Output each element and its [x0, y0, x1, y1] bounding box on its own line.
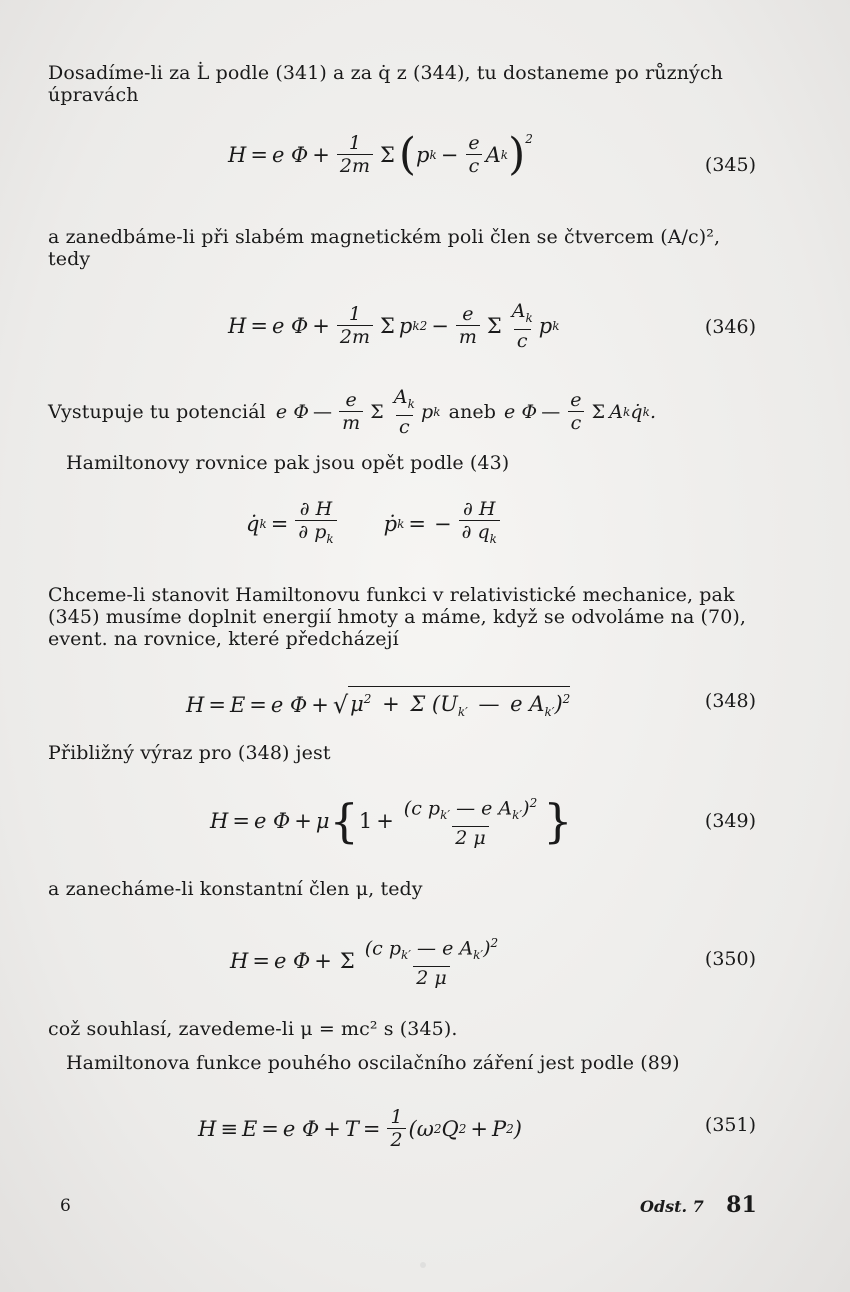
equation-350: [0, 926, 850, 996]
equation-346-formula: H = e Φ + $\frac{1}{2m}$ Σ p k 2 − $\frac{e}{m}$ Σ $\frac{A_k}{c}$ p k: [228, 300, 560, 352]
paragraph-approx: Přibližný výraz pro (348) jest: [48, 742, 331, 764]
equation-348-formula: H = E = e Φ + √ $\mu^2 + \Sigma$ ($U_{k'}$ — e $A_{k'})^2$: [186, 686, 570, 724]
paragraph-constant: a zanecháme-li konstantní člen μ, tedy: [48, 878, 423, 900]
paragraph-relativistic: Chceme-li stanovit Hamiltonovu funkci v relativistické mechanice, pak (345) musíme doplnit energií hmoty a máme, když se odvoláme na (70), event. na rovnice, které předcházejí: [48, 584, 747, 650]
paragraph-potential: [48, 386, 768, 438]
equation-346-number: (346): [704, 316, 756, 338]
equation-351-number: (351): [704, 1114, 756, 1136]
paragraph-agrees: což souhlasí, zavedeme-li μ = mc² s (345).: [48, 1018, 458, 1040]
equation-345: [0, 126, 850, 196]
paragraph-potential-or: aneb: [448, 400, 497, 423]
equation-345-formula: H = e Φ + $\frac{1}{2m}$ Σ ( p k − $\frac{e}{c}$ A k ) $^2$: [228, 128, 533, 180]
paragraph-neglect: a zanedbáme-li při slabém magnetickém poli člen se čtvercem (A/c)², tedy: [48, 226, 721, 270]
paragraph-hamilton-eqs: Hamiltonovy rovnice pak jsou opět podle (43): [66, 452, 510, 474]
section-label: Odst. 7: [640, 1197, 704, 1216]
paragraph-oscillation: Hamiltonova funkce pouhého oscilačního záření jest podle (89): [66, 1052, 680, 1074]
signature-mark: 6: [60, 1196, 71, 1216]
equation-349-formula: H = e Φ + μ { 1 + $\frac{(c p_{k'} — e A_{k'})^2}{2 \mu}$ }: [210, 793, 573, 850]
equation-351: [0, 1100, 850, 1170]
paragraph-potential-prefix: Vystupuje tu potenciál: [48, 400, 266, 423]
potential-formula-1: e Φ — $\frac{e}{m}$ Σ $\frac{A_k}{c}$ p k: [275, 386, 441, 438]
equation-hamilton-formula: q̇ k = $\frac{\partial H}{\partial p_k}$ ṗ k = − $\frac{\partial H}{\partial q_k}$: [246, 498, 503, 550]
equation-351-formula: H ≡ E = e Φ + T = $\frac{1}{2}$ (ω 2 Q 2 + P 2 ): [198, 1106, 522, 1151]
equation-hamilton: [0, 494, 850, 564]
equation-349: [0, 784, 850, 854]
equation-346: [0, 294, 850, 364]
equation-345-number: (345): [704, 154, 756, 176]
equation-350-number: (350): [704, 948, 756, 970]
print-speck: [420, 1262, 426, 1268]
page-number: 81: [726, 1192, 757, 1218]
equation-349-number: (349): [704, 810, 756, 832]
equation-348-number: (348): [704, 690, 756, 712]
equation-350-formula: H = e Φ + Σ $\frac{(c p_{k'} — e A_{k'})^2}{2 \mu}$: [230, 936, 499, 990]
paragraph-intro: Dosadíme-li za L̇ podle (341) a za q̇ z (344), tu dostaneme po různých úpravách: [48, 62, 723, 106]
page-footer: [640, 1192, 757, 1218]
potential-formula-2: e Φ — $\frac{e}{c}$ Σ A k q̇ k .: [504, 389, 657, 435]
